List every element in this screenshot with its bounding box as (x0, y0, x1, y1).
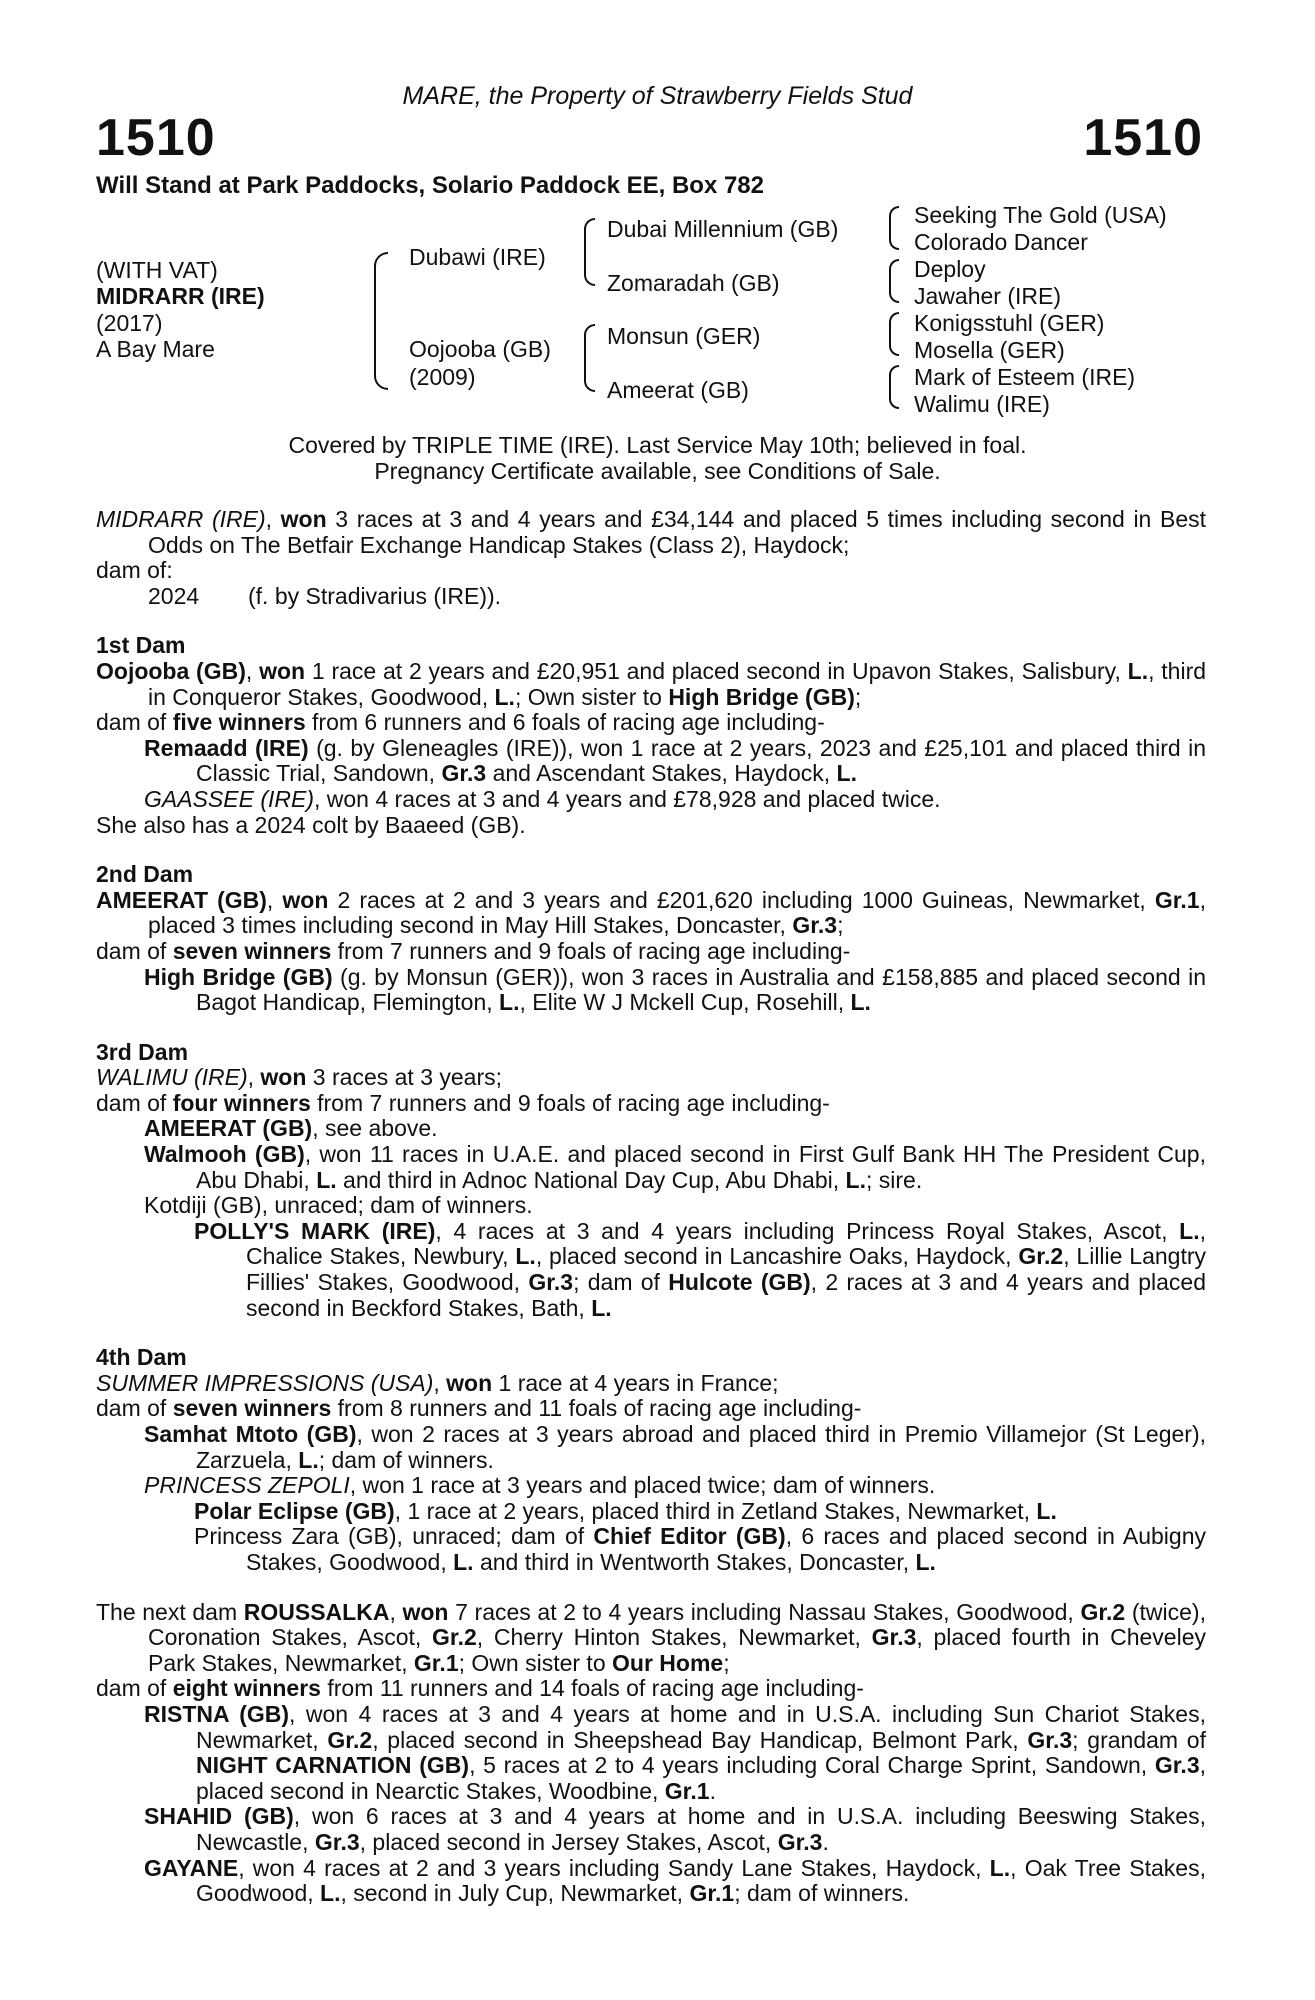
brace-sire (584, 218, 595, 286)
pollys-mark-text-3: , placed second in Lancashire Oaks, Haydock, (535, 1243, 1019, 1270)
dam-of-post: from 8 runners and 11 foals of racing age including- (331, 1395, 862, 1422)
dam-year: (2009) (409, 364, 476, 390)
pollys-mark-text-2: , Chalice Stakes, Newbury, (246, 1217, 1206, 1270)
gaassee-record (96, 787, 1206, 813)
walmooh-text-3: ; sire. (865, 1166, 923, 1193)
next-dam-text-6: ; (723, 1649, 730, 1676)
pollys-mark-group-3: Gr.3 (528, 1269, 574, 1296)
next-dam-section (96, 1600, 1206, 1907)
first-dam-winners: five winners (172, 709, 306, 736)
produce-text: (f. by Stradivarius (IRE)). (248, 582, 502, 609)
dam-of-post: from 11 runners and 14 foals of racing age including- (320, 1675, 864, 1702)
fourth-dam-winners: seven winners (172, 1395, 332, 1422)
ggp-2: Colorado Dancer (914, 229, 1088, 255)
high-bridge-text-1: (g. by Monsun (GER)), won 3 races in Australia and £158,885 and placed second in Bagot Handicap, Flemington, (196, 963, 1206, 1016)
covered-note (0, 432, 1315, 484)
dam-of-pre: dam of (96, 1395, 173, 1422)
polar-eclipse-name: Polar Eclipse (GB) (194, 1497, 395, 1524)
gayane-text-3: , second in July Cup, Newmarket, (340, 1880, 690, 1907)
dam-of-pre: dam of (96, 1089, 173, 1116)
samhat-mtoto-text-2: ; dam of winners. (318, 1446, 494, 1473)
kotdiji-record: Kotdiji (GB), unraced; dam of winners. (144, 1192, 533, 1219)
brace-g2 (889, 259, 899, 303)
next-dam-prefix: The next dam (96, 1598, 244, 1625)
ggp-1: Seeking The Gold (USA) (914, 202, 1167, 228)
fourth-dam-text: 1 race at 4 years in France; (492, 1369, 779, 1396)
princess-zepoli-text: , won 1 race at 3 years and placed twice; dam of winners. (349, 1472, 936, 1499)
first-dam-record: Oojooba (GB), won 1 race at 2 years and £20,951 and placed second in Upavon Stakes, Salisbury, L., third in Conqueror Stakes, Goodwood, L.; Own sister to High Bridge (GB); (96, 657, 1207, 710)
third-dam-name: WALIMU (IRE) (96, 1064, 248, 1091)
princess-zepoli-name: PRINCESS ZEPOLI (144, 1472, 350, 1499)
third-dam-text: 3 races at 3 years; (306, 1064, 503, 1091)
walmooh-name: Walmooh (GB) (144, 1141, 305, 1168)
sire-dam: Zomaradah (GB) (607, 270, 780, 296)
dam: Oojooba (GB) (409, 336, 551, 362)
horse-name: MIDRARR (IRE) (96, 283, 265, 309)
ristna-group-3b: Gr.3 (1154, 1752, 1200, 1779)
ristna-text-6: . (709, 1777, 716, 1804)
dam-dam: Ameerat (GB) (607, 377, 749, 403)
first-dam-name: Oojooba (GB) (96, 657, 246, 684)
dam-of-pre: dam of (96, 937, 173, 964)
gayane-record (96, 1856, 1206, 1907)
ggp-7: Mark of Esteem (IRE) (914, 364, 1136, 390)
dam-of-pre: dam of (96, 1675, 173, 1702)
samhat-mtoto-text-1: , won 2 races at 3 years abroad and placed third in Premio Villamejor (St Leger), Zarzuela, (196, 1421, 1206, 1473)
pollys-mark-text-1: , 4 races at 3 and 4 years including Princess Royal Stakes, Ascot, (435, 1217, 1180, 1244)
next-dam-name: ROUSSALKA (243, 1598, 390, 1625)
gayane-name: GAYANE (144, 1854, 239, 1881)
polar-eclipse-record (96, 1499, 1206, 1525)
midrarr-name: MIDRARR (IRE) (96, 506, 266, 532)
shahid-group-3a: Gr.3 (314, 1828, 360, 1855)
remaadd-listed: L. (836, 760, 857, 787)
third-dam-produce-summary (96, 1091, 1206, 1117)
midrarr-won: won (280, 506, 327, 532)
first-dam-sister: High Bridge (GB) (668, 683, 855, 710)
ristna-group-1: Gr.1 (664, 1777, 710, 1804)
night-carnation-name: NIGHT CARNATION (GB) (196, 1752, 470, 1779)
horse-year: (2017) (96, 310, 163, 336)
brace-g4 (889, 365, 899, 409)
next-dam-produce-summary (96, 1676, 1206, 1702)
second-dam-text-3: ; (837, 912, 844, 939)
high-bridge-listed-2: L. (850, 989, 871, 1016)
dam-of-post: from 7 runners and 9 foals of racing age including- (310, 1089, 830, 1116)
catalogue-body (96, 507, 1206, 1907)
hulcote-name: Hulcote (GB) (668, 1269, 811, 1296)
remaadd-group: Gr.3 (441, 760, 487, 787)
ristna-record (96, 1702, 1206, 1804)
second-dam-group-1: Gr.1 (1154, 886, 1200, 913)
walmooh-text-2: and third in Adnoc National Day Cup, Abu Dhabi, (336, 1166, 846, 1193)
dam-sire: Monsun (GER) (607, 323, 761, 349)
first-dam-produce-summary (96, 710, 1206, 736)
ggp-4: Jawaher (IRE) (914, 283, 1061, 309)
second-dam-record: AMEERAT (GB), won 2 races at 2 and 3 years and £201,620 including 1000 Guineas, Newmarket, Gr.1, placed 3 times including second in May Hill Stakes, Doncaster, Gr.3; (96, 886, 1206, 939)
walmooh-record (96, 1142, 1206, 1193)
fourth-dam-produce-summary (96, 1396, 1206, 1422)
lot-number-right: 1510 (1083, 109, 1203, 167)
fourth-dam-won: won (446, 1369, 493, 1396)
horse-description: A Bay Mare (96, 336, 215, 362)
ameerat-record (96, 1116, 1206, 1142)
polar-eclipse-text: , 1 race at 2 years, placed third in Zetland Stakes, Newmarket, (394, 1497, 1037, 1524)
next-dam-record: The next dam ROUSSALKA, won 7 races at 2 to 4 years including Nassau Stakes, Goodwood, Gr.2 (twice), Coronation Stakes, Ascot, Gr.2, Cherry Hinton Stakes, Newmarket, Gr.3, placed fourth in Cheveley Park Stakes, Newmarket, Gr.1; Own sister to Our Home; (96, 1598, 1207, 1676)
shahid-text-3: . (822, 1828, 829, 1855)
high-bridge-text-2: , Elite W J Mckell Cup, Rosehill, (519, 989, 851, 1016)
ggp-3: Deploy (914, 256, 986, 282)
walmooh-listed-1: L. (316, 1166, 337, 1193)
shahid-group-3b: Gr.3 (777, 1828, 823, 1855)
second-dam-text-1: 2 races at 2 and 3 years and £201,620 including 1000 Guineas, Newmarket, (328, 886, 1155, 913)
next-dam-group-3: Gr.3 (871, 1624, 917, 1651)
gayane-listed-2: L. (320, 1880, 341, 1907)
second-dam-produce-summary (96, 939, 1206, 965)
second-dam-section (96, 862, 1206, 1016)
chief-editor-name: Chief Editor (GB) (593, 1523, 786, 1550)
walmooh-listed-2: L. (845, 1166, 866, 1193)
next-dam-group-2a: Gr.2 (1080, 1598, 1126, 1625)
shahid-text-1: , won 6 races at 3 and 4 years at home and in U.S.A. including Beeswing Stakes, Newcastle, (196, 1803, 1206, 1855)
ristna-text-5: , placed second in Nearctic Stakes, Woodbine, (196, 1752, 1207, 1804)
ggp-5: Konigsstuhl (GER) (914, 310, 1105, 336)
first-dam-listed-2: L. (494, 683, 515, 710)
second-dam-name: AMEERAT (GB) (96, 886, 267, 913)
pollys-mark-listed-1: L. (1179, 1217, 1200, 1244)
high-bridge-listed-1: L. (499, 989, 520, 1016)
hulcote-listed: L. (591, 1294, 612, 1321)
remaadd-text-1: (g. by Gleneagles (IRE)), won 1 race at 2 years, 2023 and £25,101 and placed third in Classic Trial, Sandown, (196, 734, 1207, 787)
first-dam-won: won (259, 657, 306, 684)
ameerat-text: , see above. (312, 1115, 438, 1142)
first-dam-text-4: ; (854, 683, 862, 710)
pollys-mark-text-6: , 2 races at 3 and 4 years and placed second in Beckford Stakes, Bath, (246, 1269, 1207, 1321)
ristna-name: RISTNA (GB) (144, 1700, 290, 1727)
high-bridge-record (96, 965, 1206, 1016)
midrarr-section (96, 507, 1206, 609)
samhat-mtoto-listed: L. (298, 1446, 319, 1473)
second-dam-group-3: Gr.3 (792, 912, 838, 939)
first-dam-listed-1: L. (1127, 657, 1149, 684)
chief-editor-listed-2: L. (915, 1548, 936, 1575)
gayane-text-4: ; dam of winners. (734, 1880, 910, 1907)
next-dam-text-2: (twice), Coronation Stakes, Ascot, (148, 1598, 1206, 1651)
first-dam-text-3: ; Own sister to (514, 683, 669, 710)
dam-of-post: from 7 runners and 9 foals of racing age including- (331, 937, 851, 964)
princess-zara-text-1: Princess Zara (GB), unraced; dam of (194, 1523, 594, 1550)
next-dam-text-5: ; Own sister to (458, 1649, 612, 1676)
ristna-group-2: Gr.2 (327, 1726, 373, 1753)
sire: Dubawi (IRE) (409, 244, 546, 270)
first-dam-colt: She also has a 2024 colt by Baaeed (GB). (96, 811, 526, 838)
fourth-dam-record: SUMMER IMPRESSIONS (USA), won 1 race at 4 years in France; (96, 1369, 779, 1396)
dam-of-pre: dam of (96, 709, 173, 736)
shahid-name: SHAHID (GB) (144, 1803, 294, 1830)
second-dam-heading: 2nd Dam (96, 861, 194, 888)
brace-g1 (889, 206, 899, 250)
first-dam-heading: 1st Dam (96, 632, 186, 659)
second-dam-won: won (282, 886, 329, 913)
next-dam-text-4: , placed fourth in Cheveley Park Stakes, Newmarket, (148, 1624, 1207, 1676)
covered-line-1: Covered by TRIPLE TIME (IRE). Last Service May 10th; believed in foal. (288, 432, 1027, 458)
walmooh-text-1: , won 11 races in U.A.E. and placed second in First Gulf Bank HH The President Cup, Abu Dhabi, (196, 1141, 1206, 1193)
midrarr-dam-of: dam of: (96, 557, 173, 584)
third-dam-record: WALIMU (IRE), won 3 races at 3 years; (96, 1064, 503, 1091)
ameerat-name: AMEERAT (GB) (144, 1115, 313, 1142)
first-dam-section (96, 633, 1206, 838)
gayane-group-1: Gr.1 (689, 1880, 735, 1907)
next-dam-won: won (402, 1598, 449, 1625)
pollys-mark-text-5: ; dam of (573, 1269, 669, 1296)
brace-dam (584, 324, 595, 392)
samhat-mtoto-record (96, 1422, 1206, 1473)
lot-number-left: 1510 (96, 109, 216, 167)
chief-editor-listed-1: L. (453, 1548, 474, 1575)
midrarr-record: MIDRARR (IRE), won 3 races at 3 and 4 years and £34,144 and placed 5 times including second in Best Odds on The Betfair Exchange Handicap Stakes (Class 2), Haydock; (96, 506, 1206, 558)
gayane-text-1: , won 4 races at 2 and 3 years including Sandy Lane Stakes, Haydock, (238, 1854, 990, 1881)
polar-eclipse-listed: L. (1036, 1497, 1057, 1524)
ristna-text-1: , won 4 races at 3 and 4 years at home and in U.S.A. including Sun Chariot Stakes, Newmarket, (196, 1700, 1206, 1753)
remaadd-text-2: and Ascendant Stakes, Haydock, (486, 760, 837, 787)
next-dam-group-2b: Gr.2 (432, 1624, 477, 1651)
princess-zepoli-record (96, 1473, 1206, 1499)
ggp-8: Walimu (IRE) (914, 391, 1050, 417)
stand-location: Will Stand at Park Paddocks, Solario Paddock EE, Box 782 (96, 172, 765, 199)
gayane-text-2: , Oak Tree Stakes, Goodwood, (196, 1854, 1206, 1907)
samhat-mtoto-name: Samhat Mtoto (GB) (144, 1421, 357, 1447)
next-dam-text-1: 7 races at 2 to 4 years including Nassau Stakes, Goodwood, (448, 1598, 1081, 1625)
princess-zara-text-2: , 6 races and placed second in Aubigny Stakes, Goodwood, (246, 1523, 1206, 1575)
princess-zara-text-3: and third in Wentworth Stakes, Doncaster, (473, 1548, 916, 1575)
pollys-mark-text-4: , Lillie Langtry Fillies' Stakes, Goodwood, (246, 1243, 1206, 1296)
fourth-dam-name: SUMMER IMPRESSIONS (USA) (96, 1369, 434, 1396)
pollys-mark-name: POLLY'S MARK (IRE) (194, 1217, 436, 1244)
second-dam-winners: seven winners (172, 937, 332, 964)
ggp-6: Mosella (GER) (914, 337, 1065, 363)
next-dam-group-1: Gr.1 (413, 1649, 459, 1676)
covered-line-2: Pregnancy Certificate available, see Conditions of Sale. (374, 458, 941, 484)
shahid-record (96, 1804, 1206, 1855)
high-bridge-name: High Bridge (GB) (144, 963, 333, 990)
ristna-text-2: , placed second in Sheepshead Bay Handicap, Belmont Park, (372, 1726, 1028, 1753)
first-dam-text-1: 1 race at 2 years and £20,951 and placed second in Upavon Stakes, Salisbury, (305, 657, 1128, 684)
pollys-mark-record (96, 1219, 1206, 1321)
pollys-mark-listed-2: L. (515, 1243, 536, 1270)
gayane-listed-1: L. (989, 1854, 1011, 1881)
midrarr-text: 3 races at 3 and 4 years and £34,144 and placed 5 times including second in Best Odds on The Betfair Exchange Handicap Stakes (Class 2), Haydock; (148, 506, 1206, 558)
property-line: MARE, the Property of Strawberry Fields Stud (402, 82, 913, 110)
second-dam-text-2: , placed 3 times including second in May Hill Stakes, Doncaster, (148, 886, 1206, 939)
dam-of-post: from 6 runners and 6 foals of racing age including- (305, 709, 825, 736)
next-dam-sister: Our Home (612, 1649, 724, 1676)
third-dam-winners: four winners (172, 1089, 311, 1116)
third-dam-section (96, 1040, 1206, 1322)
gaassee-text: , won 4 races at 3 and 4 years and £78,928 and placed twice. (313, 785, 941, 812)
third-dam-won: won (260, 1064, 307, 1091)
ristna-group-3a: Gr.3 (1027, 1726, 1073, 1753)
remaadd-name: Remaadd (IRE) (144, 734, 309, 761)
brace-main (374, 252, 388, 390)
midrarr-produce (96, 584, 1206, 610)
sire-sire: Dubai Millennium (GB) (607, 216, 839, 242)
first-dam-text-2: , third in Conqueror Stakes, Goodwood, (148, 657, 1207, 710)
next-dam-text-3: , Cherry Hinton Stakes, Newmarket, (476, 1624, 872, 1651)
princess-zara-record (96, 1524, 1206, 1575)
ristna-text-3: ; grandam of (1072, 1726, 1206, 1753)
remaadd-record (96, 736, 1206, 787)
produce-year: 2024 (148, 582, 200, 609)
pollys-mark-group-2: Gr.2 (1018, 1243, 1064, 1270)
brace-g3 (889, 312, 899, 356)
shahid-text-2: , placed second in Jersey Stakes, Ascot, (359, 1828, 778, 1855)
gaassee-name: GAASSEE (IRE) (144, 785, 314, 812)
third-dam-heading: 3rd Dam (96, 1038, 189, 1065)
ristna-text-4: , 5 races at 2 to 4 years including Coral Charge Sprint, Sandown, (469, 1752, 1155, 1779)
next-dam-winners: eight winners (172, 1675, 321, 1702)
vat-note: (WITH VAT) (96, 257, 218, 283)
fourth-dam-heading: 4th Dam (96, 1344, 187, 1371)
fourth-dam-section (96, 1345, 1206, 1575)
